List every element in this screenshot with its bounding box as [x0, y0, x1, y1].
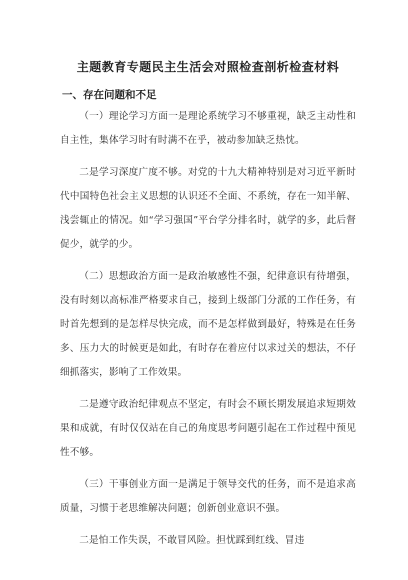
paragraph-political-2: 二是遵守政治纪律观点不坚定，有时会不顾长期发展追求短期效果和成就，有时仅仅站在自己的角度思考问题引起在工作过程中预见性不够。 — [60, 399, 356, 458]
document-title: 主题教育专题民主生活会对照检查剖析检查材料 — [76, 60, 340, 74]
paragraph-entrepreneurship-1: （三）干事创业方面一是满足于领导交代的任务，而不是追求高质量，习惯于老思维解决问题；创新创业意识不强。 — [60, 479, 356, 514]
paragraph-theory-study-1: （一）理论学习方面一是理论系统学习不够重视，缺乏主动性和自主性，集体学习时有时满不在乎，被动参加缺乏热忱。 — [60, 111, 356, 146]
paragraph-entrepreneurship-2: 二是怕工作失误，不敢冒风险。担忧踩到红线、冒违 — [79, 535, 305, 546]
paragraph-political-1: （二）思想政治方面一是政治敏感性不强，纪律意识有待增强，没有时刻以高标准严格要求自己，接到上级部门分派的工作任务，有时首先想到的是怎样尽快完成，而不是怎样做到最好，特殊是在任务多、压力大的时候更是如此，有时存在着应付以求过关的想法，不仔细抓落实，影响了工作效果。 — [60, 271, 356, 378]
section-heading: 一、存在问题和不足 — [62, 89, 157, 101]
paragraph-theory-study-2: 二是学习深度广度不够。对党的十九大精神特别是对习近平新时代中国特色社会主义思想的认识还不全面、不系统，存在一知半解、浅尝辄止的情况。如“学习强国”平台学分排名时，就学的多，此后督促少，就学的少。 — [60, 167, 356, 250]
